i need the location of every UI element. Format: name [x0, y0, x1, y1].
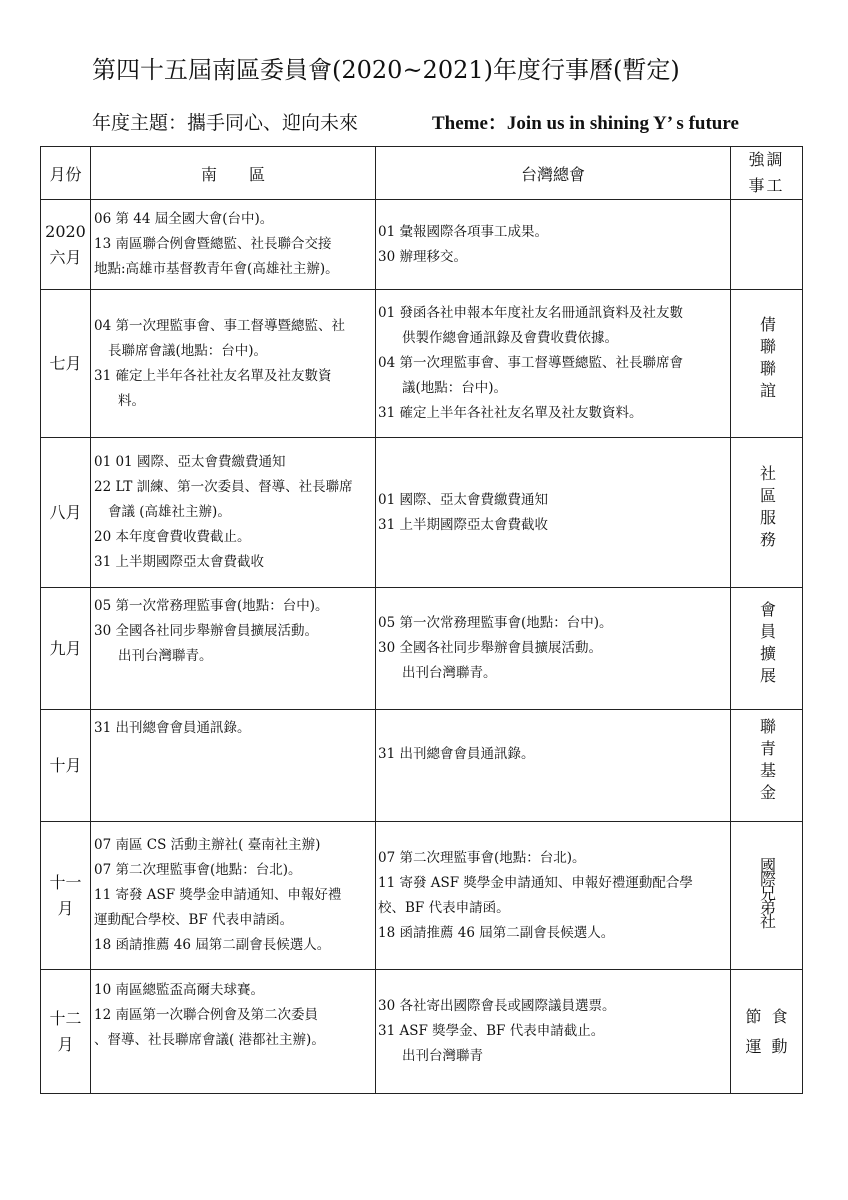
south-cell: 04 第一次理監事會、事工督導暨總監、社 長聯席會議(地點：台中)。 31 確定上半年各社社友名單及社友數資 料。	[91, 290, 376, 438]
focus-cell	[731, 200, 803, 290]
south-cell: 07 南區 CS 活動主辦社( 臺南社主辦) 07 第二次理監事會(地點：台北)。 11 寄發 ASF 獎學金申請通知、申報好禮 運動配合學校、BF 代表申請函。 18 函請推薦 46 屆第二副會長候選人。	[91, 822, 376, 970]
table-row	[41, 588, 803, 710]
table-row	[41, 970, 803, 1094]
month-cell: 十一 月	[41, 822, 91, 970]
south-cell: 06 第 44 屆全國大會(台中)。 13 南區聯合例會暨總監、社長聯合交接 地點:高雄市基督教青年會(高雄社主辦)。	[91, 200, 376, 290]
month-cell: 2020 六月	[41, 200, 91, 290]
table-row	[41, 822, 803, 970]
south-cell: 05 第一次常務理監事會(地點：台中)。 30 全國各社同步舉辦會員擴展活動。 出刊台灣聯青。	[91, 588, 376, 710]
hq-cell: 01 國際、亞太會費繳費通知 31 上半期國際亞太會費截收	[376, 438, 731, 588]
hq-cell: 01 彙報國際各項事工成果。 30 辦理移交。	[376, 200, 731, 290]
theme-english: Theme：Join us in shining Y’ s future	[432, 113, 739, 134]
header-hq: 台灣總會	[376, 147, 731, 200]
focus-cell: 倩聯聯誼	[731, 290, 803, 438]
header-row	[41, 147, 803, 200]
hq-cell: 31 出刊總會會員通訊錄。	[376, 710, 731, 822]
month-cell: 九月	[41, 588, 91, 710]
header-month: 月份	[41, 147, 91, 200]
focus-cell: 國際兄弟社	[731, 822, 803, 970]
table-row	[41, 438, 803, 588]
table-row	[41, 710, 803, 822]
hq-cell: 07 第二次理監事會(地點：台北)。 11 寄發 ASF 獎學金申請通知、申報好禮運動配合學 校、BF 代表申請函。 18 函請推薦 46 屆第二副會長候選人。	[376, 822, 731, 970]
month-cell: 十二 月	[41, 970, 91, 1094]
month-cell: 十月	[41, 710, 91, 822]
focus-cell: 社區服務	[731, 438, 803, 588]
south-cell: 01 01 國際、亞太會費繳費通知 22 LT 訓練、第一次委員、督導、社長聯席 會議 (高雄社主辦)。 20 本年度會費收費截止。 31 上半期國際亞太會費截收	[91, 438, 376, 588]
focus-cell: 聯青基金	[731, 710, 803, 822]
header-south: 南 區	[91, 147, 376, 200]
focus-cell: 會員擴展	[731, 588, 803, 710]
hq-cell: 01 發函各社申報本年度社友名冊通訊資料及社友數 供製作總會通訊錄及會費收費依據。 04 第一次理監事會、事工督導暨總監、社長聯席會 議(地點：台中)。 31 確定上半年各社社友名單及社友數資料。	[376, 290, 731, 438]
month-cell: 七月	[41, 290, 91, 438]
south-cell: 10 南區總監盃高爾夫球賽。 12 南區第一次聯合例會及第二次委員 、督導、社長聯席會議( 港都社主辦)。	[91, 970, 376, 1094]
table-row	[41, 290, 803, 438]
theme-chinese: 年度主題：攜手同心、迎向未來	[92, 112, 359, 134]
month-cell: 八月	[41, 438, 91, 588]
table-row	[41, 200, 803, 290]
header-focus: 強調事工	[731, 147, 803, 200]
focus-cell: 節 食 運 動	[731, 970, 803, 1094]
hq-cell: 30 各社寄出國際會長或國際議員選票。 31 ASF 獎學金、BF 代表申請截止。 出刊台灣聯青	[376, 970, 731, 1094]
south-cell: 31 出刊總會會員通訊錄。	[91, 710, 376, 822]
page-title: 第四十五屆南區委員會(2020~2021)年度行事曆(暫定)	[92, 56, 680, 84]
hq-cell: 05 第一次常務理監事會(地點：台中)。 30 全國各社同步舉辦會員擴展活動。 出刊台灣聯青。	[376, 588, 731, 710]
calendar-table	[40, 146, 803, 1094]
